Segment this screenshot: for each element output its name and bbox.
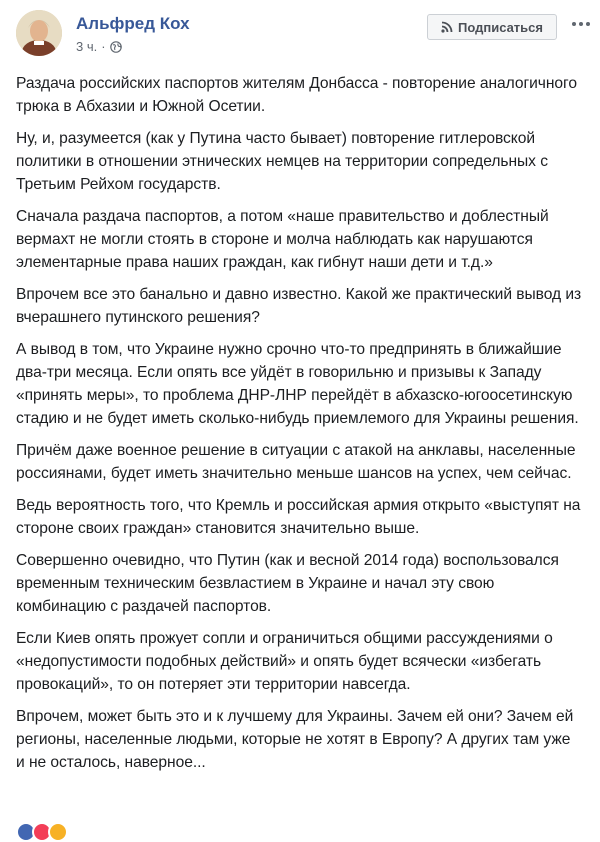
subscribe-label: Подписаться <box>457 19 543 35</box>
more-horizontal-icon[interactable] <box>569 14 593 34</box>
post-paragraph: Раздача российских паспортов жителям Донбасса - повторение аналогичного трюка в Абхазии и Южной Осетии. <box>16 75 577 115</box>
reaction-icons[interactable] <box>16 822 64 842</box>
globe-icon[interactable] <box>110 41 122 53</box>
meta-separator: · <box>101 39 106 54</box>
post-paragraph: Если Киев опять прожует сопли и ограничиться общими рассуждениями о «недопустимости подобных действий» и опять будет всячески «избегать провокаций», то он потеряет эти территории навсегда. <box>16 630 553 693</box>
avatar[interactable] <box>16 10 62 56</box>
post-paragraph: Впрочем, может быть это и к лучшему для Украины. Зачем ей они? Зачем ей регионы, населенные людьми, которые не хотят в Европу? А других там уже и не осталось, наверное... <box>16 708 574 771</box>
post-paragraph: Причём даже военное решение в ситуации с атакой на анклавы, населенные россиянами, будет иметь значительно меньше шансов на успех, чем сейчас. <box>16 442 576 482</box>
post-paragraph: Ведь вероятность того, что Кремль и российская армия открыто «выступят на стороне своих граждан» становится значительно выше. <box>16 497 581 537</box>
post-text <box>16 72 582 783</box>
post-timestamp[interactable]: 3 ч. <box>76 39 98 54</box>
subscribe-button[interactable] <box>427 14 557 40</box>
post-paragraph: Сначала раздача паспортов, а потом «наше правительство и доблестный вермахт не могли стоять в стороне и молча наблюдать как нарушаются элементарные права наших граждан, как гибнут наши дети и т.д.» <box>16 208 549 271</box>
post-meta <box>76 39 122 54</box>
post-header <box>0 0 600 62</box>
rss-icon <box>441 21 453 33</box>
post-paragraph: Ну, и, разумеется (как у Путина часто бывает) повторение гитлеровской политики в отношении этнических немцев на территории сопредельных с Третьим Рейхом государств. <box>16 130 548 193</box>
haha-reaction-icon <box>48 822 68 842</box>
post-paragraph: Впрочем все это банально и давно известно. Какой же практический вывод из вчерашнего путинского решения? <box>16 286 582 326</box>
post-paragraph: А вывод в том, что Украине нужно срочно что-то предпринять в ближайшие два-три месяца. Если опять все уйдёт в говорильню и призывы к Западу «принять меры», то проблема ДНР-ЛНР перейдёт в абхазско-югоосетинскую стадию и не будет иметь сколько-нибудь приемлемого для Украины решения. <box>16 341 579 427</box>
author-name[interactable]: Альфред Кох <box>76 14 190 33</box>
post-paragraph: Совершенно очевидно, что Путин (как и весной 2014 года) воспользовался временным техническим безвластием в Украине и начал эту свою комбинацию с раздачей паспортов. <box>16 552 559 615</box>
